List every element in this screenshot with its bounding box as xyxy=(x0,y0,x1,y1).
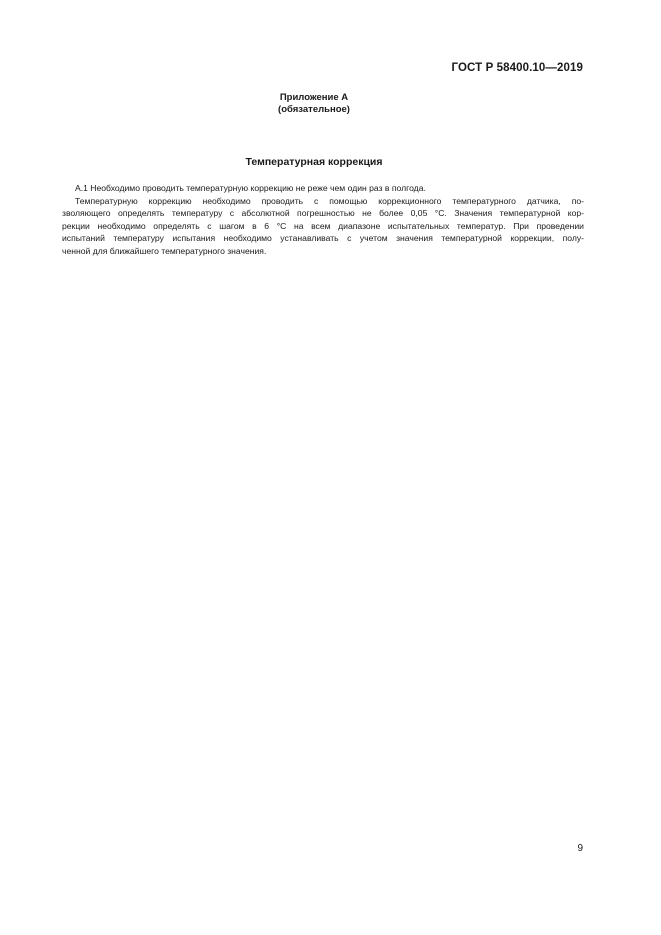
appendix-title-block xyxy=(214,92,414,116)
paragraph-line: испытаний температуру испытания необходимо устанавливать с учетом значения температурной коррекции, полу- xyxy=(62,233,584,244)
page-number: 9 xyxy=(577,843,583,854)
paragraph-line: зволяющего определять температуру с абсолютной погрешностью не более 0,05 °С. Значения температурной кор- xyxy=(62,208,584,219)
document-code: ГОСТ Р 58400.10—2019 xyxy=(451,62,583,74)
paragraph-line: А.1 Необходимо проводить температурную коррекцию не реже чем один раз в полгода. xyxy=(75,183,426,193)
paragraph-line: рекции необходимо определять с шагом в 6 °С на всем диапазоне испытательных температур. При проведении xyxy=(62,220,584,231)
appendix-status: (обязательное) xyxy=(278,104,350,115)
paragraph-line: Температурную коррекцию необходимо проводить с помощью коррекционного температурного датчика, по- xyxy=(75,195,584,206)
body-text xyxy=(62,182,584,258)
paragraph-line: ченной для ближайшего температурного значения. xyxy=(62,245,267,256)
section-heading: Температурная коррекция xyxy=(245,156,383,168)
appendix-title: Приложение А xyxy=(279,92,349,103)
